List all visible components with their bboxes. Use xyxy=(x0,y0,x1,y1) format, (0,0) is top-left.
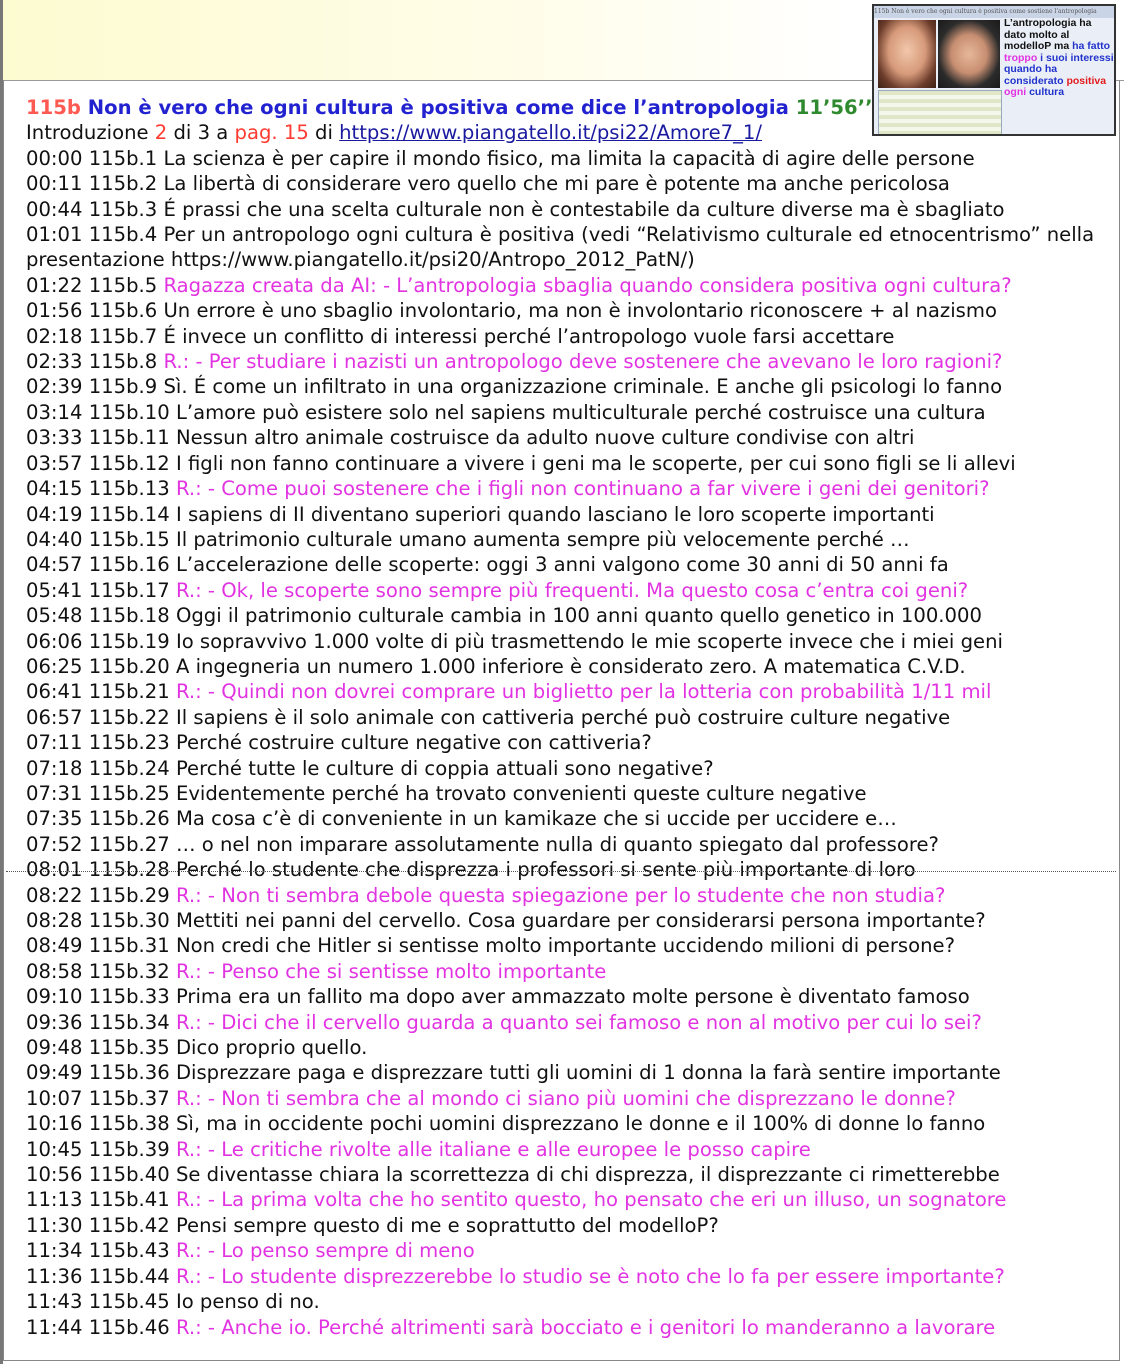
timestamp: 10:16 xyxy=(26,1112,83,1136)
segment-text: Nessun altro animale costruisce da adulto nuove culture condivise con altri xyxy=(175,426,915,450)
intro-of: di 3 a xyxy=(167,121,235,145)
question-text: R.: - Non ti sembra debole questa spiegazione per lo studente che non studia? xyxy=(175,883,946,907)
segment-text: Un errore è uno sbaglio involontario, ma non è involontario riconoscere + al nazismo xyxy=(163,299,997,323)
timestamp-row[interactable] xyxy=(26,171,1116,196)
timestamp-row[interactable] xyxy=(26,1060,1116,1085)
segment-id: 115b.19 xyxy=(88,629,170,653)
segment-id: 115b.17 xyxy=(88,578,170,602)
timestamp-row[interactable] xyxy=(26,1035,1116,1060)
segment-text: La libertà di considerare vero quello che mi pare è potente ma anche pericolosa xyxy=(163,172,950,196)
timestamp-row[interactable] xyxy=(26,502,1116,527)
timestamp: 06:41 xyxy=(26,680,83,704)
segment-id: 115b.25 xyxy=(88,781,170,805)
segment-text: L’accelerazione delle scoperte: oggi 3 anni valgono come 30 anni di 50 anni fa xyxy=(175,553,949,577)
timestamp: 04:15 xyxy=(26,477,83,501)
question-text: R.: - Non ti sembra che al mondo ci siano più uomini che disprezzano le donne? xyxy=(175,1086,956,1110)
timestamp: 11:30 xyxy=(26,1213,83,1237)
segment-id: 115b.28 xyxy=(88,858,170,882)
timestamp: 06:06 xyxy=(26,629,83,653)
segment-text: La scienza è per capire il mondo fisico, ma limita la capacità di agire delle persone xyxy=(163,146,975,170)
segment-id: 115b.15 xyxy=(88,527,170,551)
timestamp: 03:33 xyxy=(26,426,83,450)
timestamp-row[interactable] xyxy=(26,1010,1116,1035)
thumbnail-caption-part: ogni xyxy=(1004,86,1027,98)
segment-text: Mettiti nei panni del cervello. Cosa guardare per considerarsi persona importante? xyxy=(175,909,986,932)
episode-title-line xyxy=(26,95,1116,120)
timestamp-row[interactable] xyxy=(26,349,1116,374)
timestamp-row[interactable] xyxy=(26,984,1116,1009)
timestamp-row[interactable] xyxy=(26,857,1116,882)
episode-title: Non è vero che ogni cultura è positiva come dice l’antropologia xyxy=(87,96,789,119)
thumbnail-caption xyxy=(1004,18,1116,99)
timestamp: 02:18 xyxy=(26,324,83,348)
segment-id: 115b.35 xyxy=(88,1036,170,1060)
question-text: R.: - Lo penso sempre di meno xyxy=(175,1239,475,1263)
segment-text: Dico proprio quello. xyxy=(175,1036,368,1060)
timestamp-row[interactable] xyxy=(26,705,1116,730)
question-text: R.: - Come puoi sostenere che i figli non continuano a far vivere i geni dei genitori? xyxy=(175,477,990,501)
segment-id: 115b.10 xyxy=(88,400,170,424)
timestamp-row[interactable] xyxy=(26,1137,1116,1162)
intro-line xyxy=(26,120,1116,145)
timestamp-row[interactable] xyxy=(26,1238,1116,1263)
timestamp: 04:57 xyxy=(26,553,83,577)
segment-id: 115b.22 xyxy=(88,705,170,729)
segment-id: 115b.33 xyxy=(88,985,170,1009)
timestamp-row[interactable] xyxy=(26,400,1116,425)
thumbnail-caption-part: ha fatto xyxy=(1072,40,1110,52)
segment-id: 115b.42 xyxy=(88,1213,170,1237)
intro-page: pag. 15 xyxy=(234,121,309,145)
timestamp: 07:11 xyxy=(26,731,83,755)
segment-text: L’amore può esistere solo nel sapiens multiculturale perché costruisce una cultura xyxy=(175,400,986,424)
timestamp-row[interactable] xyxy=(26,1162,1116,1187)
timestamp: 10:56 xyxy=(26,1163,83,1187)
segment-text: Ma cosa c’è di conveniente in un kamikaze che si uccide per uccidere e… xyxy=(175,807,897,831)
timestamp: 11:34 xyxy=(26,1239,83,1263)
thumbnail-caption-part: i suoi interessi quando ha considerato xyxy=(1004,51,1114,87)
timestamp: 08:58 xyxy=(26,959,83,983)
timestamp: 04:40 xyxy=(26,527,83,551)
timestamp-row[interactable] xyxy=(26,425,1116,450)
segment-id: 115b.1 xyxy=(88,146,158,170)
segment-id: 115b.16 xyxy=(88,553,170,577)
segment-id: 115b.32 xyxy=(88,959,170,983)
timestamp-row[interactable] xyxy=(26,552,1116,577)
segment-id: 115b.14 xyxy=(88,502,170,526)
segment-id: 115b.6 xyxy=(88,299,158,323)
segment-text: I figli non fanno continuare a vivere i geni ma le scoperte, per cui sono figli se li allevi xyxy=(175,451,1016,475)
segment-id: 115b.38 xyxy=(88,1112,170,1136)
timestamp: 02:39 xyxy=(26,375,83,399)
timestamp-row[interactable] xyxy=(26,374,1116,399)
segment-id: 115b.13 xyxy=(88,477,170,501)
timestamp: 07:35 xyxy=(26,807,83,831)
segment-text: … o nel non imparare assolutamente nulla di quanto spiegato dal professore? xyxy=(175,832,939,856)
segment-id: 115b.27 xyxy=(88,832,170,856)
timestamp-row[interactable] xyxy=(26,324,1116,349)
timestamp-row[interactable] xyxy=(26,578,1116,603)
timestamp: 09:36 xyxy=(26,1010,83,1034)
dotted-separator xyxy=(6,871,1116,872)
timestamp-row[interactable] xyxy=(26,654,1116,679)
segment-id: 115b.40 xyxy=(88,1163,170,1187)
segment-text: Non credi che Hitler si sentisse molto importante uccidendo milioni di persone? xyxy=(175,934,955,958)
timestamp-row[interactable] xyxy=(26,1264,1116,1289)
segment-text: Pensi sempre questo di me e soprattutto del modelloP? xyxy=(175,1213,719,1237)
intro-part: 2 xyxy=(154,121,168,145)
timestamp: 08:01 xyxy=(26,858,83,882)
intro-mid: di xyxy=(308,121,340,145)
question-text: R.: - Penso che si sentisse molto importante xyxy=(175,959,607,983)
segment-text: Io sopravvivo 1.000 volte di più trasmettendo le mie scoperte invece che i miei geni xyxy=(175,629,1003,653)
segment-id: 115b.24 xyxy=(88,756,170,780)
timestamp-row[interactable] xyxy=(26,273,1116,298)
segment-id: 115b.36 xyxy=(88,1061,170,1085)
timestamp: 10:07 xyxy=(26,1086,83,1110)
timestamp-row[interactable] xyxy=(26,629,1116,654)
question-text: R.: - Per studiare i nazisti un antropologo deve sostenere che avevano le loro ragioni? xyxy=(163,350,1003,374)
question-text: R.: - Ok, le scoperte sono sempre più frequenti. Ma questo cosa c’entra coi geni? xyxy=(175,578,969,602)
question-text: R.: - Le critiche rivolte alle italiane e alle europee le posso capire xyxy=(175,1137,811,1161)
segment-text: Prima era un fallito ma dopo aver ammazzato molte persone è diventato famoso xyxy=(175,985,970,1009)
timestamp: 11:13 xyxy=(26,1188,83,1212)
segment-text: I sapiens di II diventano superiori quando lasciano le loro scoperte importanti xyxy=(175,502,935,526)
thumbnail-header: 115b Non è vero che ogni cultura è positiva come sostiene l'antropologia xyxy=(874,6,1114,18)
segment-id: 115b.9 xyxy=(88,375,158,399)
thumbnail-caption-part: cultura xyxy=(1026,86,1065,98)
segment-text: Perché costruire culture negative con cattiveria? xyxy=(175,731,652,755)
timestamp: 03:57 xyxy=(26,451,83,475)
segment-id: 115b.23 xyxy=(88,731,170,755)
timestamp-row[interactable] xyxy=(26,222,1116,273)
episode-duration: 11’56’’ xyxy=(795,96,873,119)
timestamp-row[interactable] xyxy=(26,883,1116,908)
timestamp: 06:57 xyxy=(26,705,83,729)
timestamp-row[interactable] xyxy=(26,959,1116,984)
timestamp-row[interactable] xyxy=(26,806,1116,831)
presentation-link[interactable]: https://www.piangatello.it/psi22/Amore7_1/ xyxy=(339,121,762,145)
segment-id: 115b.21 xyxy=(88,680,170,704)
segment-text: Il patrimonio culturale umano aumenta sempre più velocemente perché … xyxy=(175,527,910,551)
woman-portrait-image xyxy=(878,20,936,88)
timestamp: 11:44 xyxy=(26,1315,83,1339)
segment-text: É invece un conflitto di interessi perché l’antropologo vuole farsi accettare xyxy=(163,324,895,348)
question-text: R.: - Quindi non dovrei comprare un biglietto per la lotteria con probabilità 1/11 mil xyxy=(175,680,992,704)
timestamp-row[interactable] xyxy=(26,730,1116,755)
segment-id: 115b.11 xyxy=(88,426,170,450)
timestamp-list xyxy=(26,146,1116,1340)
timestamp: 00:11 xyxy=(26,172,83,196)
timestamp: 04:19 xyxy=(26,502,83,526)
segment-text: Il sapiens è il solo animale con cattiveria perché può costruire culture negative xyxy=(175,705,951,729)
segment-id: 115b.41 xyxy=(88,1188,170,1212)
timestamp: 02:33 xyxy=(26,350,83,374)
thumbnail-caption-part: positiva xyxy=(1066,74,1107,87)
thumbnail-caption-part: L’antropologia ha dato molto al modelloP ma xyxy=(1004,17,1092,52)
question-text: R.: - Dici che il cervello guarda a quanto sei famoso e non al motivo per cui lo sei? xyxy=(175,1010,982,1034)
timestamp-row[interactable] xyxy=(26,1213,1116,1238)
timestamp: 03:14 xyxy=(26,400,83,424)
timestamp: 07:31 xyxy=(26,781,83,805)
segment-text: Perché lo studente che disprezza i professori si sente più importante di loro xyxy=(175,858,916,882)
segment-text: Io penso di no. xyxy=(175,1290,320,1314)
timestamp: 07:18 xyxy=(26,756,83,780)
timestamp: 01:22 xyxy=(26,273,83,297)
segment-id: 115b.8 xyxy=(88,350,158,374)
segment-text: Sì. É come un infiltrato in una organizzazione criminale. E anche gli psicologi lo fanno xyxy=(163,375,1003,399)
timestamp-row[interactable] xyxy=(26,1289,1116,1314)
timestamp: 09:48 xyxy=(26,1036,83,1060)
question-text: R.: - Anche io. Perché altrimenti sarà bocciato e i genitori lo manderanno a lavorare xyxy=(175,1315,996,1339)
segment-id: 115b.34 xyxy=(88,1010,170,1034)
thumbnail-caption-part: troppo xyxy=(1004,51,1038,64)
segment-text: Oggi il patrimonio culturale cambia in 100 anni quanto quello genetico in 100.000 xyxy=(175,604,982,628)
timestamp: 00:44 xyxy=(26,197,83,221)
segment-id: 115b.37 xyxy=(88,1086,170,1110)
timestamp: 10:45 xyxy=(26,1137,83,1161)
segment-id: 115b.30 xyxy=(88,909,170,932)
segment-id: 115b.2 xyxy=(88,172,158,196)
segment-id: 115b.39 xyxy=(88,1137,170,1161)
segment-id: 115b.44 xyxy=(88,1264,170,1288)
timestamp-row[interactable] xyxy=(26,603,1116,628)
timestamp: 11:36 xyxy=(26,1264,83,1288)
timestamp: 08:28 xyxy=(26,909,83,932)
segment-text: Se diventasse chiara la scorrettezza di chi disprezza, il disprezzante ci rimetterebbe xyxy=(175,1163,1000,1187)
segment-id: 115b.26 xyxy=(88,807,170,831)
segment-id: 115b.43 xyxy=(88,1239,170,1263)
segment-text: Evidentemente perché ha trovato convenienti queste culture negative xyxy=(175,781,867,805)
timestamp: 09:10 xyxy=(26,985,83,1009)
segment-id: 115b.4 xyxy=(88,223,158,247)
timestamp-row[interactable] xyxy=(26,908,1116,933)
timestamp-row[interactable] xyxy=(26,197,1116,222)
timestamp: 00:00 xyxy=(26,146,83,170)
episode-number: 115b xyxy=(26,96,81,119)
timestamp: 01:56 xyxy=(26,299,83,323)
segment-id: 115b.18 xyxy=(88,604,170,628)
segment-id: 115b.7 xyxy=(88,324,158,348)
segment-text: Sì, ma in occidente pochi uomini disprezzano le donne e il 100% di donne lo fanno xyxy=(175,1112,986,1136)
segment-id: 115b.31 xyxy=(88,934,170,958)
timestamp-row[interactable] xyxy=(26,451,1116,476)
timestamp-row[interactable] xyxy=(26,1315,1116,1340)
segment-id: 115b.12 xyxy=(88,451,170,475)
timestamp-row[interactable] xyxy=(26,832,1116,857)
timestamp-row[interactable] xyxy=(26,146,1116,171)
timestamp: 08:22 xyxy=(26,883,83,907)
timestamp-row[interactable] xyxy=(26,298,1116,323)
segment-id: 115b.29 xyxy=(88,883,170,907)
timestamp: 09:49 xyxy=(26,1061,83,1085)
timestamp-row[interactable] xyxy=(26,1187,1116,1212)
intro-prefix: Introduzione xyxy=(26,121,155,145)
segment-text: É prassi che una scelta culturale non è contestabile da culture diverse ma è sbagliato xyxy=(163,197,1005,221)
question-text: Ragazza creata da AI: - L’antropologia sbaglia quando considera positiva ogni cultura? xyxy=(163,273,1012,297)
timestamp-row[interactable] xyxy=(26,756,1116,781)
timestamp-row[interactable] xyxy=(26,1086,1116,1111)
segment-text: Perché tutte le culture di coppia attuali sono negative? xyxy=(175,756,714,780)
segment-text: A ingegneria un numero 1.000 inferiore è considerato zero. A matematica C.V.D. xyxy=(175,654,966,678)
timestamp: 05:48 xyxy=(26,604,83,628)
man-portrait-image xyxy=(938,20,1000,88)
segment-id: 115b.45 xyxy=(88,1290,170,1314)
question-text: R.: - Lo studente disprezzerebbe lo studio se è noto che lo fa per essere importante? xyxy=(175,1264,1005,1288)
transcript xyxy=(26,95,1116,1340)
question-text: R.: - La prima volta che ho sentito questo, ho pensato che eri un illuso, un sognatore xyxy=(175,1188,1007,1212)
timestamp: 01:01 xyxy=(26,223,83,247)
timestamp-row[interactable] xyxy=(26,933,1116,958)
timestamp-row[interactable] xyxy=(26,679,1116,704)
timestamp-row[interactable] xyxy=(26,1111,1116,1136)
timestamp-row[interactable] xyxy=(26,527,1116,552)
timestamp: 06:25 xyxy=(26,654,83,678)
timestamp: 11:43 xyxy=(26,1290,83,1314)
segment-text: Per un antropologo ogni cultura è positiva (vedi “Relativismo culturale ed etnocentrismo” nella presentazione https://www.piangatello.it/psi20/Antropo_2012_PatN/) xyxy=(26,223,1095,272)
segment-id: 115b.46 xyxy=(88,1315,170,1339)
timestamp-row[interactable] xyxy=(26,476,1116,501)
timestamp-row[interactable] xyxy=(26,781,1116,806)
segment-text: Disprezzare paga e disprezzare tutti gli uomini di 1 donna la farà sentire importante xyxy=(175,1061,1001,1085)
segment-id: 115b.3 xyxy=(88,197,158,221)
segment-id: 115b.20 xyxy=(88,654,170,678)
timestamp: 08:49 xyxy=(26,934,83,958)
timestamp: 05:41 xyxy=(26,578,83,602)
segment-id: 115b.5 xyxy=(88,273,158,297)
timestamp: 07:52 xyxy=(26,832,83,856)
